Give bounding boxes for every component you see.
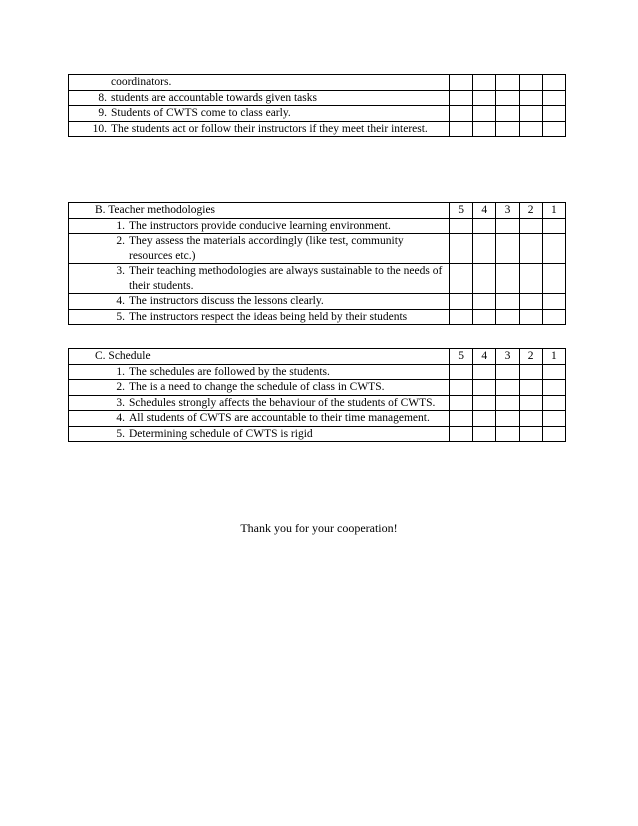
item-number: 3. [116,265,125,277]
rating-cell[interactable] [450,294,473,310]
rating-cell[interactable] [496,364,519,380]
rating-cell[interactable] [473,309,496,325]
rating-cell[interactable] [496,380,519,396]
question-cell [69,218,450,234]
rating-cell[interactable] [473,121,496,137]
rating-cell[interactable] [519,234,542,264]
rating-cell[interactable] [450,411,473,427]
rating-cell[interactable] [473,264,496,294]
rating-cell[interactable] [473,411,496,427]
scale-label: 4 [473,203,496,219]
table-row [69,309,566,325]
rating-cell[interactable] [542,309,565,325]
rating-cell[interactable] [473,234,496,264]
item-text: students are accountable towards given tasks [111,91,317,104]
item-text: The instructors respect the ideas being held by their students [129,310,408,323]
item-number: 2. [116,235,125,247]
item-text: The students act or follow their instructors if they meet their interest. [111,122,428,135]
item-number: 4. [116,295,125,307]
rating-cell[interactable] [519,106,542,122]
table-row [69,411,566,427]
rating-cell[interactable] [542,264,565,294]
rating-cell[interactable] [473,106,496,122]
rating-cell[interactable] [496,75,519,91]
rating-cell[interactable] [450,380,473,396]
rating-cell[interactable] [496,411,519,427]
table-row [69,395,566,411]
rating-cell[interactable] [473,364,496,380]
item-number: 3. [116,396,125,409]
rating-cell[interactable] [473,395,496,411]
question-cell [69,411,450,427]
rating-cell[interactable] [542,90,565,106]
section-header [69,349,450,365]
scale-label: 1 [542,203,565,219]
item-number: 9. [98,107,107,119]
item-number: 5. [116,427,125,440]
rating-cell[interactable] [450,395,473,411]
rating-cell[interactable] [496,294,519,310]
scale-label: 5 [450,349,473,365]
rating-cell[interactable] [450,309,473,325]
rating-cell[interactable] [542,294,565,310]
question-cell [69,264,450,294]
scale-label: 1 [542,349,565,365]
rating-cell[interactable] [542,106,565,122]
question-cell [69,364,450,380]
item-number: 1. [116,365,125,378]
section-header-row [69,349,566,365]
survey-table-continued [68,74,566,137]
rating-cell[interactable] [450,75,473,91]
table-row [69,294,566,310]
rating-cell[interactable] [473,90,496,106]
table-row [69,364,566,380]
table-row [69,121,566,137]
rating-cell[interactable] [519,264,542,294]
item-text: The is a need to change the schedule of class in CWTS. [129,381,385,393]
item-text: Their teaching methodologies are always sustainable to the needs of their students. [129,265,443,292]
rating-cell[interactable] [519,395,542,411]
item-text: coordinators. [111,76,172,88]
scale-label: 3 [496,349,519,365]
scale-label: 4 [473,349,496,365]
rating-cell[interactable] [496,90,519,106]
item-number: 8. [98,91,107,104]
table-row [69,90,566,106]
rating-cell[interactable] [542,380,565,396]
rating-cell[interactable] [450,106,473,122]
rating-cell[interactable] [519,294,542,310]
rating-cell[interactable] [450,264,473,294]
question-cell [69,395,450,411]
rating-cell[interactable] [519,309,542,325]
rating-cell[interactable] [473,380,496,396]
rating-cell[interactable] [496,106,519,122]
question-cell [69,106,450,122]
item-text: The instructors discuss the lessons clearly. [129,295,324,307]
item-text: Students of CWTS come to class early. [111,107,291,119]
rating-cell[interactable] [450,364,473,380]
table-row [69,426,566,442]
rating-cell[interactable] [542,121,565,137]
item-text: The schedules are followed by the students. [129,365,330,378]
table-row [69,106,566,122]
item-text: All students of CWTS are accountable to their time management. [129,412,430,424]
item-number: 10. [92,122,107,135]
teacher-methodologies-table [68,202,566,325]
rating-cell[interactable] [450,218,473,234]
scale-label: 2 [519,349,542,365]
rating-cell[interactable] [496,121,519,137]
item-number: 2. [116,381,125,393]
rating-cell[interactable] [450,90,473,106]
rating-cell[interactable] [496,309,519,325]
item-number: 1. [116,219,125,232]
question-cell [69,426,450,442]
rating-cell[interactable] [496,395,519,411]
scale-label: 5 [450,203,473,219]
rating-cell[interactable] [450,121,473,137]
rating-cell[interactable] [519,411,542,427]
rating-cell[interactable] [542,75,565,91]
rating-cell[interactable] [473,294,496,310]
rating-cell[interactable] [496,218,519,234]
rating-cell[interactable] [496,426,519,442]
rating-cell[interactable] [473,75,496,91]
question-cell [69,309,450,325]
rating-cell[interactable] [542,234,565,264]
rating-cell[interactable] [519,121,542,137]
section-header [69,203,450,219]
section-header-row [69,203,566,219]
item-text: Schedules strongly affects the behaviour of the students of CWTS. [129,396,436,409]
schedule-table [68,348,566,442]
rating-cell[interactable] [519,218,542,234]
rating-cell[interactable] [519,426,542,442]
rating-cell[interactable] [496,264,519,294]
question-cell [69,75,450,91]
table-row [69,75,566,91]
item-number: 5. [116,310,125,323]
rating-cell[interactable] [542,395,565,411]
rating-cell[interactable] [542,426,565,442]
scale-label: 3 [496,203,519,219]
rating-cell[interactable] [542,411,565,427]
rating-cell[interactable] [450,234,473,264]
question-cell [69,380,450,396]
item-text: They assess the materials accordingly (like test, community resources etc.) [129,235,404,262]
rating-cell[interactable] [450,426,473,442]
closing-message: Thank you for your cooperation! [240,521,398,535]
question-cell [69,121,450,137]
question-cell [69,234,450,264]
question-cell [69,90,450,106]
item-number: 4. [116,412,125,424]
item-text: Determining schedule of CWTS is rigid [129,427,313,440]
rating-cell[interactable] [473,426,496,442]
table-row [69,234,566,264]
table-row [69,264,566,294]
rating-cell[interactable] [542,218,565,234]
rating-cell[interactable] [519,364,542,380]
rating-cell[interactable] [473,218,496,234]
section-title: C. Schedule [95,350,151,362]
rating-cell[interactable] [496,234,519,264]
item-text: The instructors provide conducive learning environment. [129,219,391,232]
rating-cell[interactable] [519,380,542,396]
table-row [69,380,566,396]
scale-label: 2 [519,203,542,219]
rating-cell[interactable] [542,364,565,380]
section-title: B. Teacher methodologies [95,204,216,216]
table-row [69,218,566,234]
rating-cell[interactable] [519,90,542,106]
rating-cell[interactable] [519,75,542,91]
item-number [69,75,107,90]
question-cell [69,294,450,310]
